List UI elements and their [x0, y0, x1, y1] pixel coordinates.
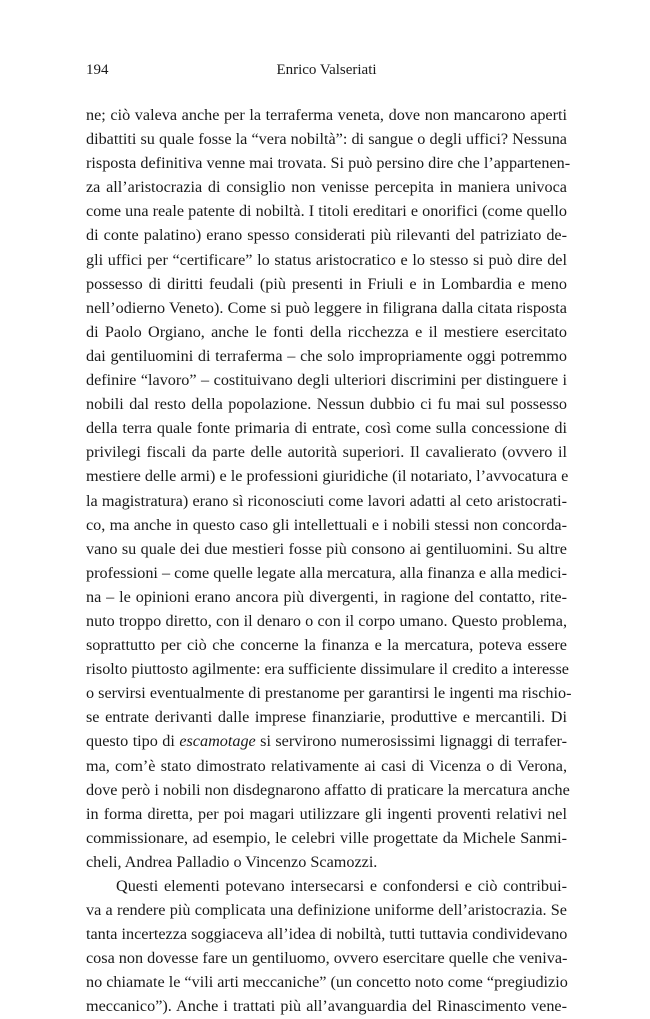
- text-line: in forma diretta, per poi magari utilizzare gli ingenti proventi relativi nel: [86, 804, 567, 823]
- text-line: cheli, Andrea Palladio o Vincenzo Scamozzi.: [86, 852, 378, 871]
- text-line: o servirsi eventualmente di prestanome per garantirsi le ingenti ma rischio-: [86, 684, 572, 703]
- text-line: definire “lavoro” – costituivano degli ulteriori discrimini per distinguere i: [86, 371, 567, 390]
- text-line: commissionare, ad esempio, le celebri ville progettate da Michele Sanmi-: [86, 828, 567, 847]
- text-line: cosa non dovesse fare un gentiluomo, ovvero esercitare quelle che veniva-: [86, 949, 568, 968]
- text-line: se entrate derivanti dalle imprese finanziarie, produttive e mercantili. Di: [86, 708, 567, 727]
- page-header: [86, 62, 567, 82]
- text-line: nobili dal resto della popolazione. Nessun dubbio ci fu mai sul possesso: [86, 395, 567, 414]
- text-line: della terra quale fonte primaria di entrate, così come sulla concessione di: [86, 419, 567, 438]
- text-line: ma, com’è stato dimostrato relativamente ai casi di Vicenza o di Verona,: [86, 756, 567, 775]
- text-line: nuto troppo diretto, con il denaro o con il corpo umano. Questo problema,: [86, 611, 567, 630]
- text-line: za all’aristocrazia di consiglio non venisse percepita in maniera univoca: [86, 178, 567, 197]
- text-line: come una reale patente di nobiltà. I titoli ereditari e onorifici (come quello: [86, 202, 567, 221]
- text-line: soprattutto per ciò che concerne la finanza e la mercatura, poteva essere: [86, 636, 567, 655]
- body-text: [86, 103, 572, 1019]
- text-line: vano su quale dei due mestieri fosse più consono ai gentiluomini. Su altre: [86, 539, 567, 558]
- text-line: risolto piuttosto agilmente: era sufficiente dissimulare il credito a interesse: [86, 660, 569, 679]
- text-line: di conte palatino) erano spesso considerati più rilevanti del patriziato de-: [86, 226, 567, 245]
- text-line: professioni – come quelle legate alla mercatura, alla finanza e alla medici-: [86, 563, 567, 582]
- text-line: no chiamate le “vili arti meccaniche” (un concetto noto come “pregiudizio: [86, 973, 568, 992]
- text-line: va a rendere più complicata una definizione uniforme dell’aristocrazia. Se: [86, 901, 567, 920]
- text-line: di Paolo Orgiano, anche le fonti della ricchezza e il mestiere esercitato: [86, 322, 567, 341]
- text-line: possesso di diritti feudali (più presenti in Friuli e in Lombardia e meno: [86, 274, 567, 293]
- text-line: la magistratura) erano sì riconosciuti come lavori adatti al ceto aristocrati-: [86, 491, 567, 510]
- text-line: na – le opinioni erano ancora più divergenti, in ragione del contatto, rite-: [86, 587, 567, 606]
- text-line: co, ma anche in questo caso gli intellettuali e i nobili stessi non concorda-: [86, 515, 567, 534]
- text-line: ne; ciò valeva anche per la terraferma veneta, dove non mancarono aperti: [86, 106, 567, 124]
- text-line: dai gentiluomini di terraferma – che solo impropriamente oggi potremmo: [86, 346, 567, 365]
- text-line: tanta incertezza soggiaceva all’idea di nobiltà, tutti tuttavia condividevano: [86, 925, 568, 944]
- text-line: dibattiti su quale fosse la “vera nobiltà”: di sangue o degli uffici? Nessuna: [86, 130, 567, 149]
- text-line: risposta definitiva venne mai trovata. Si può persino dire che l’appartenen-: [86, 154, 571, 173]
- running-head: Enrico Valseriati: [276, 62, 377, 78]
- text-line: gli uffici per “certificare” lo status aristocratico e lo stesso si può dire del: [86, 250, 567, 269]
- text-line: Questi elementi potevano intersecarsi e confondersi e ciò contribui-: [116, 877, 567, 895]
- text-line: privilegi fiscali da parte delle autorità superiori. Il cavalierato (ovvero il: [86, 443, 567, 462]
- text-line: mestiere delle armi) e le professioni giuridiche (il notariato, l’avvocatura e: [86, 467, 569, 486]
- page-number: 194: [86, 62, 109, 78]
- text-line: meccanico”). Anche i trattati più all’avanguardia del Rinascimento vene-: [86, 997, 567, 1016]
- text-line: dove però i nobili non disdegnarono affatto di praticare la mercatura anche: [86, 780, 570, 799]
- text-line: questo tipo di escamotage si servirono numerosissimi lignaggi di terrafer-: [86, 732, 567, 751]
- text-line: nell’odierno Veneto). Come si può leggere in filigrana dalla citata risposta: [86, 298, 567, 317]
